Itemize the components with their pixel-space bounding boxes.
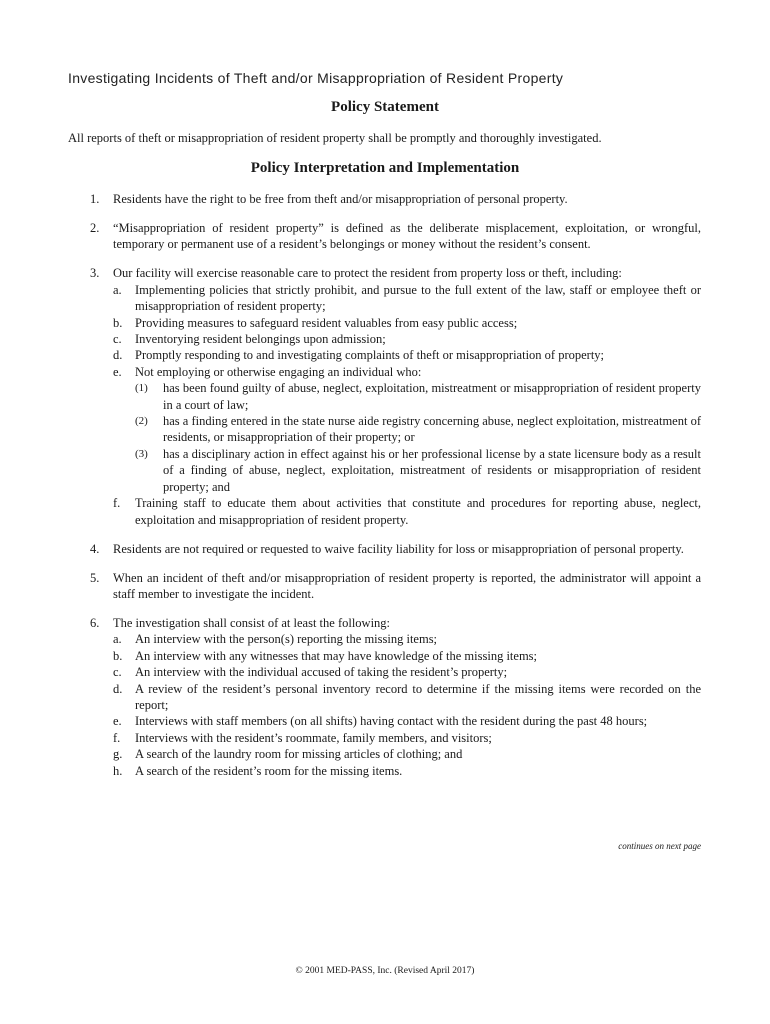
sub-item-letter: e. [113,714,122,729]
sub-sub-item-text: has a finding entered in the state nurse aide registry concerning abuse, neglect exploitation, mistreatment of residents, or misappropriation of their property; or [163,414,701,445]
policy-statement: All reports of theft or misappropriation of resident property shall be promptly and thoroughly investigated. [68,131,602,145]
sub-item-letter: e. [113,364,122,379]
sub-item [68,713,701,729]
sub-item-letter: b. [113,648,123,663]
sub-item-letter: b. [113,315,123,330]
list-item-number: 1. [90,192,100,206]
sub-item [68,282,701,315]
sub-item-text: Interviews with the resident’s roommate, family members, and visitors; [135,730,492,745]
list-item [68,191,701,207]
sub-sub-item-text: has a disciplinary action in effect against his or her professional license by a state licensure body as a result of a finding of abuse, neglect, exploitation, mistreatment of residents or misappropriation of resident property; and [163,446,701,494]
sub-item [68,681,701,714]
sub-sub-item [68,446,701,495]
list-item-text: Residents have the right to be free from theft and/or misappropriation of personal property. [113,192,568,206]
list-item [68,615,701,779]
list-item [68,541,701,557]
sub-item-text: Not employing or otherwise engaging an individual who: [135,364,422,379]
sub-item [68,631,701,647]
sub-item-letter: g. [113,747,123,762]
sub-sub-item [68,413,701,446]
sub-item-text: Providing measures to safeguard resident valuables from easy public access; [135,315,518,330]
sub-item [68,746,701,762]
interpretation-heading: Policy Interpretation and Implementation [250,160,520,176]
sub-sub-item-number: (1) [135,382,148,395]
sub-item-letter: f. [113,730,121,745]
sub-item-text: A search of the laundry room for missing articles of clothing; and [135,747,463,762]
sub-item-letter: a. [113,282,122,297]
sub-item [68,664,701,680]
list-item-number: 2. [90,221,100,235]
sub-item-text: Inventorying resident belongings upon admission; [135,332,386,347]
sub-item-letter: c. [113,665,122,680]
sub-item [68,347,701,363]
list-item-number: 3. [90,266,100,281]
sub-item [68,730,701,746]
sub-item-text: A search of the resident’s room for the missing items. [135,763,403,778]
list-item-text: When an incident of theft and/or misappropriation of resident property is reported, the administrator will appoint a staff member to investigate the incident. [113,570,701,601]
sub-item-text: An interview with the individual accused of taking the resident’s property; [135,665,508,680]
sub-item [68,648,701,664]
sub-item [68,315,701,331]
list-item [68,220,701,253]
sub-item-text: Interviews with staff members (on all shifts) having contact with the resident during the past 48 hours; [135,714,648,729]
sub-sub-item-number: (3) [135,447,148,460]
sub-sub-item [68,380,701,413]
sub-item [68,495,701,528]
list-item [68,265,701,528]
list-item [68,570,701,603]
sub-item-letter: f. [113,496,121,511]
sub-item [68,364,701,380]
document-title: Investigating Incidents of Theft and/or Misappropriation of Resident Property [68,70,564,86]
sub-item-text: An interview with any witnesses that may have knowledge of the missing items; [135,648,538,663]
list-item-text: Our facility will exercise reasonable care to protect the resident from property loss or theft, including: [113,266,622,281]
copyright-footer: © 2001 MED-PASS, Inc. (Revised April 2017) [295,966,475,976]
sub-item-text: Promptly responding to and investigating complaints of theft or misappropriation of property; [135,348,605,363]
sub-item-text: Training staff to educate them about activities that constitute and procedures for reporting abuse, neglect, exploitation and misappropriation of resident property. [135,496,701,527]
list-item-text: “Misappropriation of resident property” is defined as the deliberate misplacement, exploitation, or wrongful, temporary or permanent use of a resident’s belongings or money without the resident’s consent. [113,221,701,252]
list-item-text: Residents are not required or requested to waive facility liability for loss or misappropriation of personal property. [113,541,684,556]
sub-item-letter: d. [113,348,123,363]
list-item-number: 5. [90,570,100,585]
policy-list [68,191,701,792]
continues-note: continues on next page [618,841,701,851]
sub-item-letter: h. [113,763,123,778]
sub-sub-item-number: (2) [135,415,148,428]
sub-item-letter: a. [113,632,122,647]
sub-item [68,331,701,347]
sub-item [68,763,701,779]
sub-sub-item-text: has been found guilty of abuse, neglect, exploitation, mistreatment or misappropriation of resident property in a court of law; [163,381,701,412]
sub-item-text: An interview with the person(s) reporting the missing items; [135,632,438,647]
sub-item-letter: d. [113,681,123,696]
list-item-number: 6. [90,615,100,630]
list-item-text: The investigation shall consist of at least the following: [113,615,391,630]
sub-item-text: A review of the resident’s personal inventory record to determine if the missing items were recorded on the report; [135,681,701,712]
sub-item-text: Implementing policies that strictly prohibit, and pursue to the full extent of the law, staff or employee theft or misappropriation of resident property; [135,282,701,314]
sub-item-letter: c. [113,332,122,347]
list-item-number: 4. [90,541,100,556]
policy-statement-heading: Policy Statement [331,99,439,115]
